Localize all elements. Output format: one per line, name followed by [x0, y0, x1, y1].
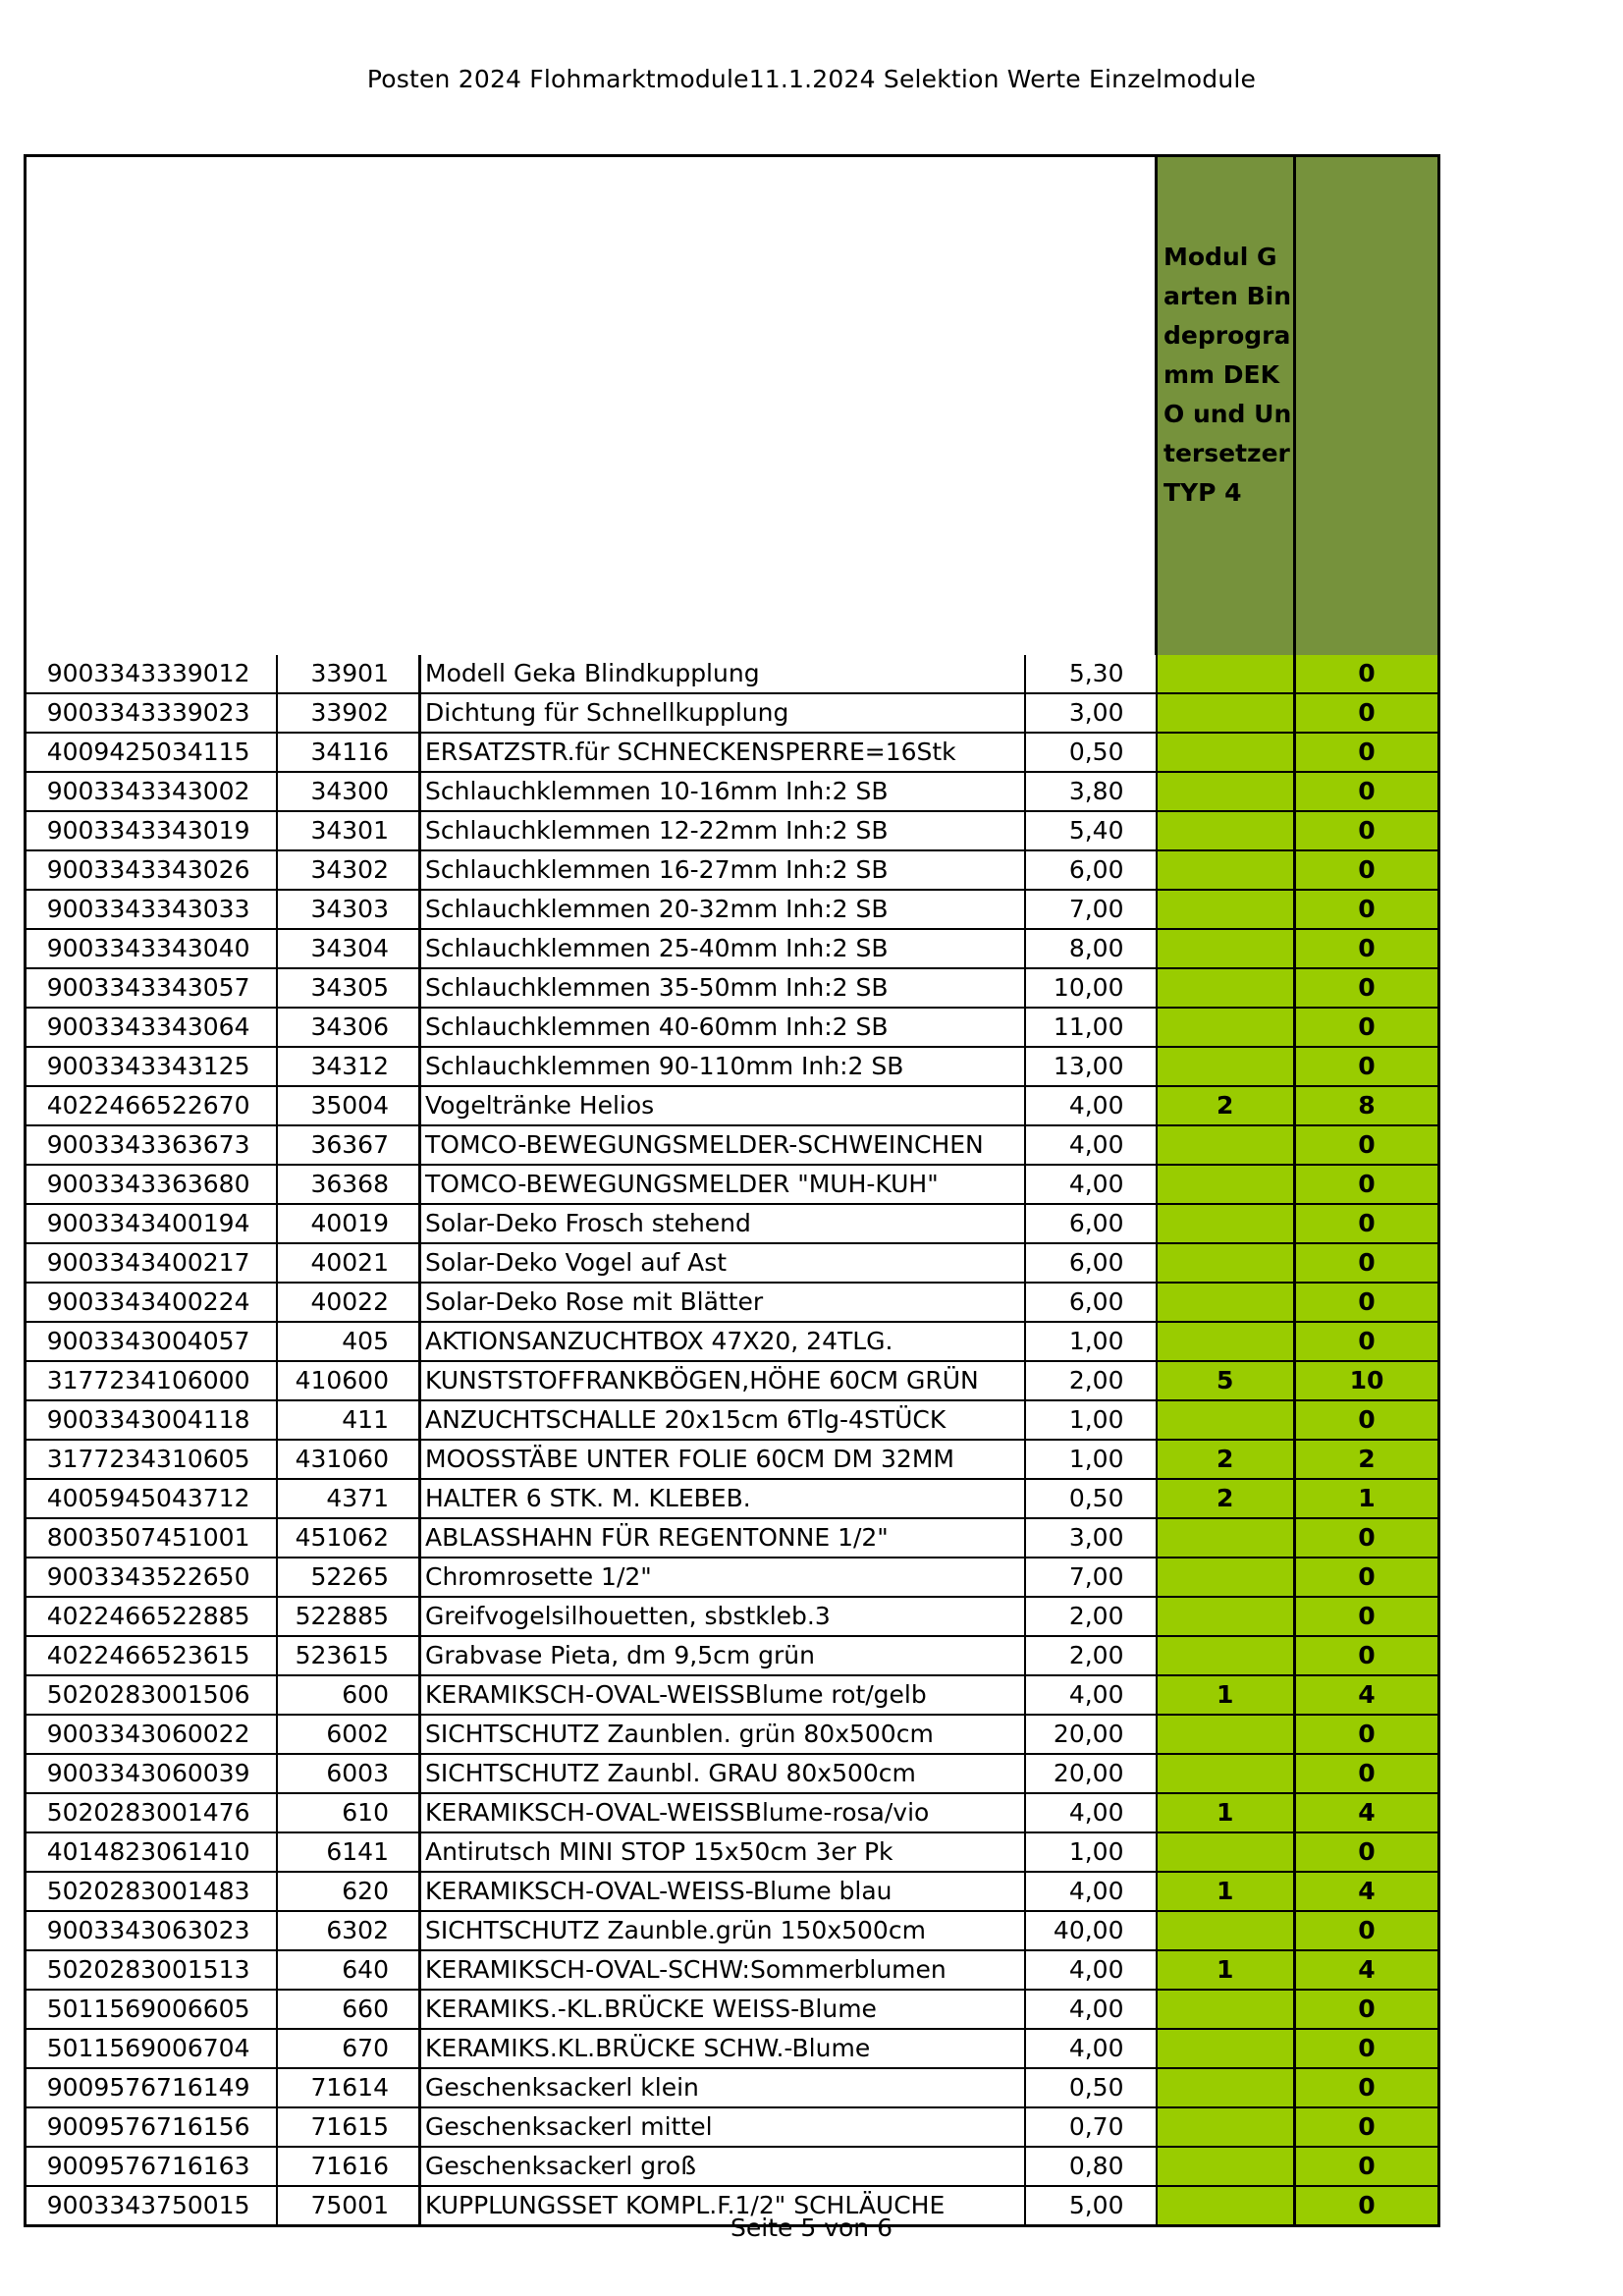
total-cell: 0	[1295, 1008, 1439, 1047]
table-row	[26, 1440, 1439, 1479]
total-cell: 0	[1295, 1911, 1439, 1950]
description-cell: Geschenksackerl groß	[420, 2147, 1025, 2186]
module-quantity-cell: 1	[1157, 1872, 1295, 1911]
module-quantity-cell	[1157, 2107, 1295, 2147]
module-quantity-cell	[1157, 1715, 1295, 1754]
module-quantity-cell	[1157, 890, 1295, 929]
ean-cell: 9003343343040	[26, 929, 277, 968]
total-cell: 4	[1295, 1950, 1439, 1990]
article-number-cell: 6002	[277, 1715, 420, 1754]
article-number-cell: 34302	[277, 850, 420, 890]
price-cell: 1,00	[1025, 1440, 1157, 1479]
table-row	[26, 811, 1439, 850]
article-number-cell: 40022	[277, 1283, 420, 1322]
module-quantity-cell	[1157, 1204, 1295, 1243]
total-cell: 0	[1295, 1165, 1439, 1204]
total-cell: 4	[1295, 1793, 1439, 1832]
description-cell: Greifvogelsilhouetten, sbstkleb.3	[420, 1597, 1025, 1636]
module-quantity-cell: 5	[1157, 1361, 1295, 1400]
module-quantity-cell	[1157, 1754, 1295, 1793]
ean-cell: 9003343400194	[26, 1204, 277, 1243]
article-number-cell: 523615	[277, 1636, 420, 1675]
module-quantity-cell: 1	[1157, 1950, 1295, 1990]
table-row	[26, 1322, 1439, 1361]
ean-cell: 9003343343002	[26, 772, 277, 811]
price-cell: 20,00	[1025, 1754, 1157, 1793]
description-cell: Grabvase Pieta, dm 9,5cm grün	[420, 1636, 1025, 1675]
description-cell: KERAMIKSCH-OVAL-SCHW:Sommerblumen	[420, 1950, 1025, 1990]
price-cell: 1,00	[1025, 1400, 1157, 1440]
article-number-cell: 36367	[277, 1125, 420, 1165]
article-number-cell: 522885	[277, 1597, 420, 1636]
module-quantity-cell	[1157, 1047, 1295, 1086]
table-row	[26, 1165, 1439, 1204]
table-row	[26, 890, 1439, 929]
price-cell: 3,00	[1025, 1518, 1157, 1558]
table-row	[26, 1518, 1439, 1558]
total-cell: 0	[1295, 1400, 1439, 1440]
table-row	[26, 1950, 1439, 1990]
price-cell: 4,00	[1025, 1086, 1157, 1125]
article-number-cell: 36368	[277, 1165, 420, 1204]
total-cell: 0	[1295, 1715, 1439, 1754]
ean-cell: 4022466523615	[26, 1636, 277, 1675]
module-quantity-cell	[1157, 811, 1295, 850]
description-cell: KUNSTSTOFFRANKBÖGEN,HÖHE 60CM GRÜN	[420, 1361, 1025, 1400]
total-column-header	[1295, 156, 1439, 656]
table-row	[26, 1283, 1439, 1322]
module-column-header: Modul Garten Bindeprogramm DEKO und Untersetzer TYP 4	[1157, 156, 1295, 656]
price-cell: 4,00	[1025, 1872, 1157, 1911]
description-cell: Schlauchklemmen 12-22mm Inh:2 SB	[420, 811, 1025, 850]
price-cell: 13,00	[1025, 1047, 1157, 1086]
price-cell: 4,00	[1025, 1793, 1157, 1832]
article-number-cell: 34312	[277, 1047, 420, 1086]
total-cell: 0	[1295, 811, 1439, 850]
article-number-cell: 34116	[277, 733, 420, 772]
price-cell: 4,00	[1025, 1675, 1157, 1715]
module-quantity-cell: 2	[1157, 1440, 1295, 1479]
article-number-cell: 620	[277, 1872, 420, 1911]
table-row	[26, 693, 1439, 733]
ean-cell: 9003343522650	[26, 1558, 277, 1597]
table-row	[26, 1400, 1439, 1440]
article-number-cell: 411	[277, 1400, 420, 1440]
ean-cell: 4022466522670	[26, 1086, 277, 1125]
description-cell: Dichtung für Schnellkupplung	[420, 693, 1025, 733]
total-cell: 0	[1295, 1204, 1439, 1243]
ean-cell: 9009576716156	[26, 2107, 277, 2147]
table-row	[26, 1558, 1439, 1597]
article-number-cell: 431060	[277, 1440, 420, 1479]
table-row	[26, 655, 1439, 693]
module-quantity-cell	[1157, 1518, 1295, 1558]
ean-cell: 9003343343019	[26, 811, 277, 850]
table-row	[26, 1675, 1439, 1715]
module-quantity-cell: 2	[1157, 1086, 1295, 1125]
ean-cell: 9003343750015	[26, 2186, 277, 2226]
article-number-cell: 670	[277, 2029, 420, 2068]
total-cell: 2	[1295, 1440, 1439, 1479]
total-cell: 0	[1295, 2147, 1439, 2186]
price-cell: 1,00	[1025, 1832, 1157, 1872]
total-cell: 0	[1295, 655, 1439, 693]
price-cell: 6,00	[1025, 1204, 1157, 1243]
module-quantity-cell	[1157, 733, 1295, 772]
total-cell: 0	[1295, 890, 1439, 929]
total-cell: 0	[1295, 1558, 1439, 1597]
description-cell: SICHTSCHUTZ Zaunblen. grün 80x500cm	[420, 1715, 1025, 1754]
table-row	[26, 1008, 1439, 1047]
ean-cell: 3177234310605	[26, 1440, 277, 1479]
ean-cell: 5011569006704	[26, 2029, 277, 2068]
page-number: Seite 5 von 6	[730, 2214, 893, 2242]
price-cell: 40,00	[1025, 1911, 1157, 1950]
table-row	[26, 1754, 1439, 1793]
table-row	[26, 1832, 1439, 1872]
total-cell: 0	[1295, 693, 1439, 733]
price-cell: 6,00	[1025, 1243, 1157, 1283]
price-cell: 2,00	[1025, 1636, 1157, 1675]
page-title: Posten 2024 Flohmarktmodule11.1.2024 Selektion Werte Einzelmodule	[366, 65, 1257, 93]
description-cell: Schlauchklemmen 90-110mm Inh:2 SB	[420, 1047, 1025, 1086]
table-row	[26, 1990, 1439, 2029]
total-cell: 0	[1295, 968, 1439, 1008]
total-cell: 4	[1295, 1675, 1439, 1715]
article-number-cell: 34304	[277, 929, 420, 968]
module-quantity-cell	[1157, 693, 1295, 733]
price-cell: 2,00	[1025, 1361, 1157, 1400]
total-cell: 0	[1295, 1322, 1439, 1361]
table-row	[26, 1361, 1439, 1400]
ean-cell: 9003343004118	[26, 1400, 277, 1440]
total-cell: 0	[1295, 2068, 1439, 2107]
ean-cell: 3177234106000	[26, 1361, 277, 1400]
ean-cell: 9003343363680	[26, 1165, 277, 1204]
total-cell: 0	[1295, 2107, 1439, 2147]
table-row	[26, 733, 1439, 772]
module-quantity-cell	[1157, 1597, 1295, 1636]
price-cell: 4,00	[1025, 1165, 1157, 1204]
total-cell: 0	[1295, 1597, 1439, 1636]
table-row	[26, 1636, 1439, 1675]
module-quantity-cell	[1157, 1322, 1295, 1361]
article-number-cell: 6302	[277, 1911, 420, 1950]
article-number-cell: 6003	[277, 1754, 420, 1793]
description-cell: Schlauchklemmen 35-50mm Inh:2 SB	[420, 968, 1025, 1008]
price-cell: 0,70	[1025, 2107, 1157, 2147]
article-number-cell: 34300	[277, 772, 420, 811]
table-row	[26, 2068, 1439, 2107]
ean-cell: 4014823061410	[26, 1832, 277, 1872]
table-row	[26, 1086, 1439, 1125]
ean-cell: 9003343343064	[26, 1008, 277, 1047]
price-cell: 3,00	[1025, 693, 1157, 733]
price-cell: 7,00	[1025, 890, 1157, 929]
price-cell: 7,00	[1025, 1558, 1157, 1597]
ean-cell: 5020283001483	[26, 1872, 277, 1911]
description-cell: Chromrosette 1/2"	[420, 1558, 1025, 1597]
total-cell: 0	[1295, 1047, 1439, 1086]
module-quantity-cell	[1157, 850, 1295, 890]
article-number-cell: 71616	[277, 2147, 420, 2186]
article-number-cell: 6141	[277, 1832, 420, 1872]
module-quantity-cell: 1	[1157, 1675, 1295, 1715]
table-row	[26, 1597, 1439, 1636]
price-cell: 3,80	[1025, 772, 1157, 811]
price-cell: 1,00	[1025, 1322, 1157, 1361]
table-row	[26, 850, 1439, 890]
article-number-cell: 451062	[277, 1518, 420, 1558]
description-cell: Geschenksackerl mittel	[420, 2107, 1025, 2147]
ean-cell: 9003343400224	[26, 1283, 277, 1322]
module-quantity-cell	[1157, 968, 1295, 1008]
description-cell: Geschenksackerl klein	[420, 2068, 1025, 2107]
article-number-cell: 33902	[277, 693, 420, 733]
article-number-cell: 40019	[277, 1204, 420, 1243]
ean-cell: 9003343343057	[26, 968, 277, 1008]
table-row	[26, 1047, 1439, 1086]
article-number-cell: 4371	[277, 1479, 420, 1518]
table-row	[26, 1715, 1439, 1754]
description-cell: Schlauchklemmen 20-32mm Inh:2 SB	[420, 890, 1025, 929]
ean-cell: 9003343343033	[26, 890, 277, 929]
description-cell: ABLASSHAHN FÜR REGENTONNE 1/2"	[420, 1518, 1025, 1558]
table-row	[26, 2147, 1439, 2186]
description-cell: ANZUCHTSCHALLE 20x15cm 6Tlg-4STÜCK	[420, 1400, 1025, 1440]
article-number-cell: 410600	[277, 1361, 420, 1400]
module-quantity-cell: 1	[1157, 1793, 1295, 1832]
ean-cell: 4022466522885	[26, 1597, 277, 1636]
article-number-cell: 660	[277, 1990, 420, 2029]
ean-cell: 4005945043712	[26, 1479, 277, 1518]
total-cell: 0	[1295, 1990, 1439, 2029]
table-row	[26, 1479, 1439, 1518]
ean-cell: 9003343343026	[26, 850, 277, 890]
module-quantity-cell	[1157, 2068, 1295, 2107]
total-cell: 0	[1295, 1125, 1439, 1165]
article-number-cell: 640	[277, 1950, 420, 1990]
table-row	[26, 1793, 1439, 1832]
module-quantity-cell: 2	[1157, 1479, 1295, 1518]
module-quantity-cell	[1157, 1990, 1295, 2029]
article-number-cell: 71615	[277, 2107, 420, 2147]
article-number-cell: 34305	[277, 968, 420, 1008]
total-cell: 8	[1295, 1086, 1439, 1125]
description-cell: TOMCO-BEWEGUNGSMELDER-SCHWEINCHEN	[420, 1125, 1025, 1165]
price-cell: 0,50	[1025, 733, 1157, 772]
module-quantity-cell	[1157, 1636, 1295, 1675]
description-cell: SICHTSCHUTZ Zaunble.grün 150x500cm	[420, 1911, 1025, 1950]
article-number-cell: 34301	[277, 811, 420, 850]
table-row	[26, 1872, 1439, 1911]
article-number-cell: 40021	[277, 1243, 420, 1283]
table-row	[26, 2029, 1439, 2068]
module-quantity-cell	[1157, 2147, 1295, 2186]
description-cell: ERSATZSTR.für SCHNECKENSPERRE=16Stk	[420, 733, 1025, 772]
price-cell: 0,80	[1025, 2147, 1157, 2186]
total-cell: 0	[1295, 1636, 1439, 1675]
inventory-table	[24, 154, 1440, 2227]
price-cell: 5,30	[1025, 655, 1157, 693]
price-cell: 4,00	[1025, 1990, 1157, 2029]
total-cell: 0	[1295, 1243, 1439, 1283]
ean-cell: 9003343060022	[26, 1715, 277, 1754]
description-cell: Schlauchklemmen 10-16mm Inh:2 SB	[420, 772, 1025, 811]
table-row	[26, 1911, 1439, 1950]
price-cell: 10,00	[1025, 968, 1157, 1008]
price-cell: 8,00	[1025, 929, 1157, 968]
ean-cell: 9003343004057	[26, 1322, 277, 1361]
article-number-cell: 35004	[277, 1086, 420, 1125]
article-number-cell: 75001	[277, 2186, 420, 2226]
price-cell: 11,00	[1025, 1008, 1157, 1047]
article-number-cell: 71614	[277, 2068, 420, 2107]
table-row	[26, 1204, 1439, 1243]
article-number-cell: 600	[277, 1675, 420, 1715]
module-quantity-cell	[1157, 1558, 1295, 1597]
description-cell: Schlauchklemmen 16-27mm Inh:2 SB	[420, 850, 1025, 890]
price-cell: 4,00	[1025, 2029, 1157, 2068]
price-cell: 6,00	[1025, 850, 1157, 890]
table-row	[26, 968, 1439, 1008]
description-cell: Vogeltränke Helios	[420, 1086, 1025, 1125]
price-cell: 6,00	[1025, 1283, 1157, 1322]
price-cell: 0,50	[1025, 2068, 1157, 2107]
ean-cell: 5020283001513	[26, 1950, 277, 1990]
description-cell: MOOSSTÄBE UNTER FOLIE 60CM DM 32MM	[420, 1440, 1025, 1479]
module-quantity-cell	[1157, 1165, 1295, 1204]
ean-cell: 9003343060039	[26, 1754, 277, 1793]
total-cell: 0	[1295, 2186, 1439, 2226]
table-row	[26, 772, 1439, 811]
price-cell: 5,40	[1025, 811, 1157, 850]
total-cell: 0	[1295, 929, 1439, 968]
description-cell: KERAMIKSCH-OVAL-WEISS-Blume blau	[420, 1872, 1025, 1911]
total-cell: 0	[1295, 772, 1439, 811]
total-cell: 0	[1295, 1832, 1439, 1872]
total-cell: 0	[1295, 1754, 1439, 1793]
description-cell: Antirutsch MINI STOP 15x50cm 3er Pk	[420, 1832, 1025, 1872]
price-cell: 0,50	[1025, 1479, 1157, 1518]
ean-cell: 9009576716149	[26, 2068, 277, 2107]
ean-cell: 9003343363673	[26, 1125, 277, 1165]
description-cell: Modell Geka Blindkupplung	[420, 655, 1025, 693]
description-cell: AKTIONSANZUCHTBOX 47X20, 24TLG.	[420, 1322, 1025, 1361]
description-cell: Solar-Deko Vogel auf Ast	[420, 1243, 1025, 1283]
ean-cell: 9003343343125	[26, 1047, 277, 1086]
description-cell: KERAMIKS.-KL.BRÜCKE WEISS-Blume	[420, 1990, 1025, 2029]
ean-cell: 9003343400217	[26, 1243, 277, 1283]
total-cell: 0	[1295, 1518, 1439, 1558]
table-row	[26, 2107, 1439, 2147]
header-blank-area	[26, 156, 1157, 656]
description-cell: Solar-Deko Frosch stehend	[420, 1204, 1025, 1243]
module-quantity-cell	[1157, 1400, 1295, 1440]
total-cell: 0	[1295, 1283, 1439, 1322]
price-cell: 20,00	[1025, 1715, 1157, 1754]
module-quantity-cell	[1157, 1283, 1295, 1322]
module-quantity-cell	[1157, 929, 1295, 968]
article-number-cell: 52265	[277, 1558, 420, 1597]
table-row	[26, 929, 1439, 968]
module-quantity-cell	[1157, 772, 1295, 811]
ean-cell: 9003343339012	[26, 655, 277, 693]
ean-cell: 5020283001506	[26, 1675, 277, 1715]
description-cell: KERAMIKSCH-OVAL-WEISSBlume rot/gelb	[420, 1675, 1025, 1715]
ean-cell: 9009576716163	[26, 2147, 277, 2186]
total-cell: 0	[1295, 733, 1439, 772]
description-cell: Schlauchklemmen 25-40mm Inh:2 SB	[420, 929, 1025, 968]
total-cell: 0	[1295, 850, 1439, 890]
price-cell: 2,00	[1025, 1597, 1157, 1636]
module-quantity-cell	[1157, 1832, 1295, 1872]
module-quantity-cell	[1157, 1911, 1295, 1950]
ean-cell: 9003343339023	[26, 693, 277, 733]
ean-cell: 4009425034115	[26, 733, 277, 772]
table-row	[26, 1243, 1439, 1283]
price-cell: 5,00	[1025, 2186, 1157, 2226]
ean-cell: 5011569006605	[26, 1990, 277, 2029]
total-cell: 0	[1295, 2029, 1439, 2068]
module-quantity-cell	[1157, 1008, 1295, 1047]
ean-cell: 8003507451001	[26, 1518, 277, 1558]
description-cell: HALTER 6 STK. M. KLEBEB.	[420, 1479, 1025, 1518]
price-cell: 4,00	[1025, 1950, 1157, 1990]
total-cell: 10	[1295, 1361, 1439, 1400]
description-cell: KUPPLUNGSSET KOMPL.F.1/2" SCHLÄUCHE	[420, 2186, 1025, 2226]
module-quantity-cell	[1157, 2029, 1295, 2068]
description-cell: KERAMIKSCH-OVAL-WEISSBlume-rosa/vio	[420, 1793, 1025, 1832]
module-quantity-cell	[1157, 655, 1295, 693]
article-number-cell: 405	[277, 1322, 420, 1361]
table-body	[26, 655, 1439, 2226]
description-cell: Schlauchklemmen 40-60mm Inh:2 SB	[420, 1008, 1025, 1047]
article-number-cell: 610	[277, 1793, 420, 1832]
article-number-cell: 33901	[277, 655, 420, 693]
table-header-row	[26, 156, 1439, 656]
total-cell: 4	[1295, 1872, 1439, 1911]
module-quantity-cell	[1157, 1125, 1295, 1165]
description-cell: TOMCO-BEWEGUNGSMELDER "MUH-KUH"	[420, 1165, 1025, 1204]
description-cell: SICHTSCHUTZ Zaunbl. GRAU 80x500cm	[420, 1754, 1025, 1793]
ean-cell: 5020283001476	[26, 1793, 277, 1832]
total-cell: 1	[1295, 1479, 1439, 1518]
price-cell: 4,00	[1025, 1125, 1157, 1165]
article-number-cell: 34306	[277, 1008, 420, 1047]
description-cell: Solar-Deko Rose mit Blätter	[420, 1283, 1025, 1322]
article-number-cell: 34303	[277, 890, 420, 929]
module-quantity-cell	[1157, 1243, 1295, 1283]
table-row	[26, 1125, 1439, 1165]
ean-cell: 9003343063023	[26, 1911, 277, 1950]
description-cell: KERAMIKS.KL.BRÜCKE SCHW.-Blume	[420, 2029, 1025, 2068]
